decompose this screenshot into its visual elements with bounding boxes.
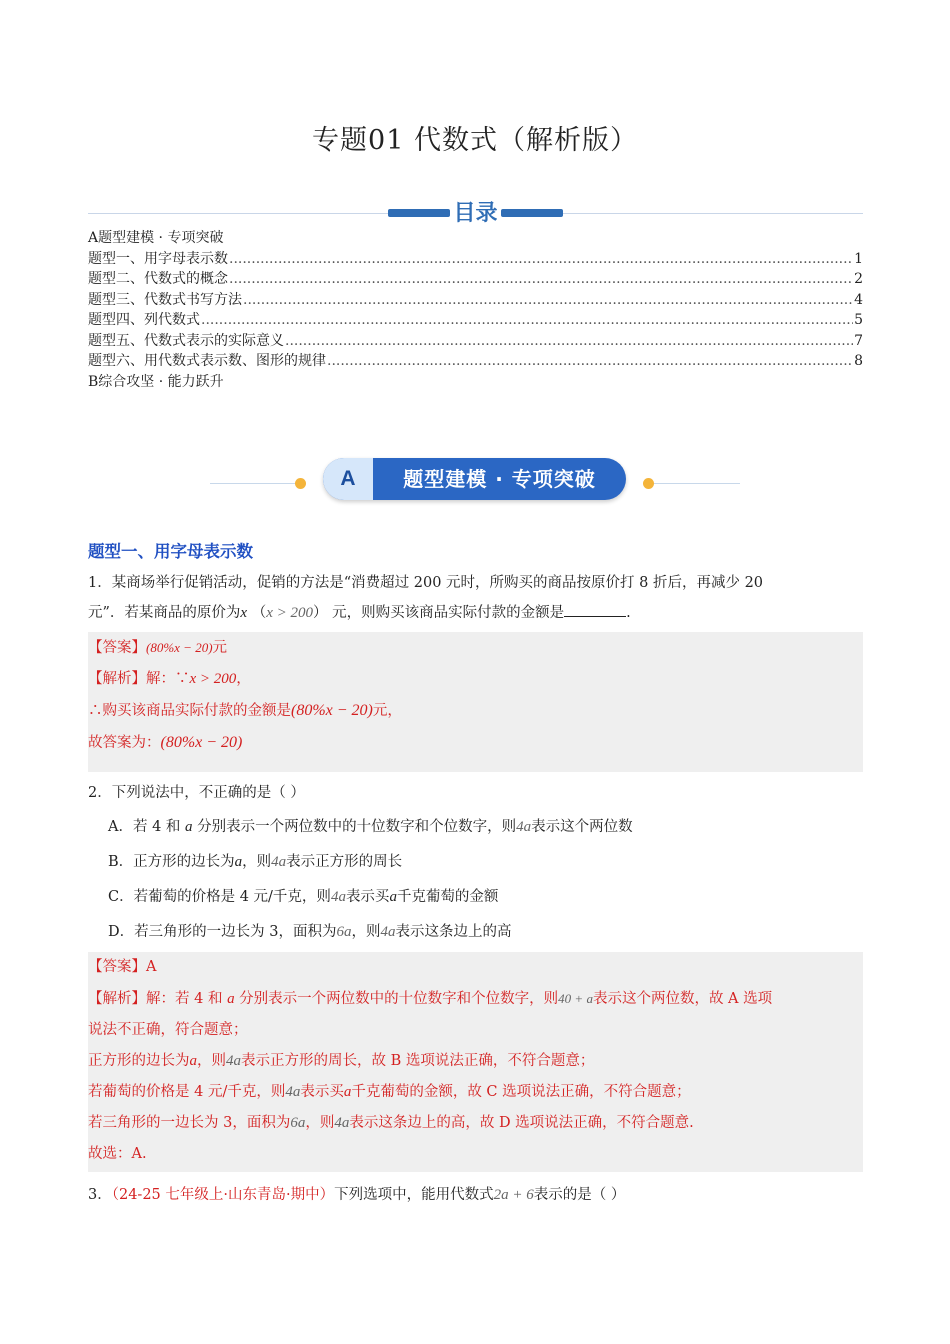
page-title: 专题01 代数式（解析版） [312, 125, 638, 156]
analysis-text: 若三角形的一边长为 3，面积为 [88, 1115, 291, 1131]
toc-entry-page: 4 [854, 291, 863, 308]
analysis-math: 6a [290, 1115, 306, 1131]
analysis-math: (80%x − 20) [291, 702, 373, 719]
table-of-contents [88, 228, 863, 392]
toc-entry-page: 8 [854, 353, 863, 369]
analysis-line: 故选：A. [88, 1146, 147, 1162]
analysis-text: ，则 [197, 1053, 226, 1069]
question-text: 表示的是（ ） [533, 1187, 626, 1203]
toc-entry-label: 题型二、代数式的概念 [88, 271, 228, 287]
analysis-var: a [227, 991, 235, 1007]
analysis-math: 4a [226, 1053, 241, 1069]
banner-line-left [210, 483, 295, 484]
analysis-text: ， [236, 671, 251, 687]
answer-blank [564, 604, 626, 617]
toc-leader [285, 331, 853, 352]
analysis-line [88, 983, 863, 1015]
analysis-text: 表示这个两位数，故 A 选项 [592, 991, 773, 1007]
q1-text: 元”．若某商品的原价为 [88, 605, 241, 621]
analysis-text: 故答案为： [88, 735, 161, 751]
analysis-line [88, 664, 863, 695]
question-text: 下列选项中，能用代数式 [334, 1187, 494, 1203]
option-math: 6a [336, 924, 352, 940]
answer-line [88, 952, 863, 983]
answer-expr: (80%x − 20) [146, 640, 213, 655]
analysis-text: 分别表示一个两位数中的十位数字和个位数字，则 [234, 991, 559, 1007]
option-a[interactable] [108, 812, 633, 842]
toc-leader [327, 351, 853, 372]
option-var: a [185, 819, 193, 835]
analysis-math: 4a [334, 1115, 350, 1131]
toc-entry[interactable] [88, 351, 863, 372]
analysis-text: 解：若 4 和 [146, 991, 228, 1007]
toc-part-b[interactable]: B综合攻坚 · 能力跃升 [88, 373, 224, 390]
toc-entry-page: 7 [854, 332, 863, 349]
toc-part-a[interactable]: A题型建模 · 专项突破 [88, 230, 224, 246]
section-banner [210, 456, 740, 504]
analysis-var: a [343, 1084, 352, 1100]
option-text: C．若葡萄的价格是 4 元/千克，则 [108, 889, 331, 905]
answer-label: 【答案】 [88, 640, 146, 656]
toc-entry[interactable] [88, 249, 863, 270]
question-1-line-1: 1．某商场举行促销活动，促销的方法是“消费超过 200 元时，所购买的商品按原价打 8 折后，再减少 20 [88, 575, 764, 591]
toc-entry-label: 题型四、列代数式 [88, 312, 200, 328]
answer-box-1 [88, 632, 863, 772]
banner-letter: A [323, 458, 373, 500]
toc-leader [229, 249, 853, 270]
option-text: 千克葡萄的金额 [396, 889, 499, 905]
q1-var: x [240, 605, 248, 621]
option-c[interactable] [108, 882, 498, 912]
option-math: 4a [380, 924, 396, 940]
option-text: ，则 [351, 924, 381, 940]
analysis-line [88, 1077, 863, 1108]
banner-text: 题型建模 · 专项突破 [403, 467, 596, 491]
toc-heading: 目录 [453, 200, 498, 226]
option-var: a [389, 889, 397, 905]
question-1 [88, 568, 863, 628]
option-text: A．若 4 和 [108, 819, 186, 835]
analysis-text: 千克葡萄的金额，故 C 选项说法正确，不符合题意； [351, 1084, 691, 1100]
analysis-text: 正方形的边长为 [88, 1053, 190, 1069]
banner-dot-left [295, 478, 306, 489]
option-d[interactable] [108, 917, 511, 947]
option-text: 表示这条边上的高 [395, 924, 512, 940]
analysis-text: 元， [372, 703, 402, 719]
option-var: a [234, 854, 243, 870]
analysis-label: 【解析】 [88, 991, 146, 1007]
analysis-var: a [189, 1053, 197, 1069]
option-math: 4a [330, 889, 346, 905]
analysis-text: ，则 [305, 1115, 335, 1131]
question-2-stem: 2．下列说法中，不正确的是（ ） [88, 785, 305, 801]
option-math: 4a [516, 819, 532, 835]
toc-leader [201, 310, 853, 331]
analysis-line [88, 1108, 863, 1139]
question-3 [88, 1180, 863, 1210]
option-text: ，则 [242, 854, 272, 870]
option-math: 4a [271, 854, 287, 870]
analysis-line: 说法不正确，符合题意； [88, 1022, 248, 1038]
question-number: 3． [88, 1187, 112, 1203]
analysis-text: ∴购买该商品实际付款的金额是 [88, 703, 291, 719]
option-text: D．若三角形的一边长为 3，面积为 [108, 924, 337, 940]
toc-entry-page: 5 [854, 312, 863, 328]
answer-label: 【答案】 [88, 959, 146, 975]
option-b[interactable] [108, 847, 402, 877]
analysis-math: 4a [285, 1084, 301, 1100]
analysis-line [88, 727, 863, 759]
analysis-text: 表示买 [300, 1084, 344, 1100]
analysis-math: (80%x − 20) [160, 734, 243, 751]
q1-condition: x > 200 [266, 605, 313, 621]
toc-entry[interactable] [88, 269, 863, 290]
analysis-text: 表示这条边上的高，故 D 选项说法正确，不符合题意. [349, 1115, 694, 1131]
analysis-label: 【解析】 [88, 671, 146, 687]
analysis-text: 表示正方形的周长，故 B 选项说法正确，不符合题意； [241, 1053, 595, 1069]
answer-unit: 元 [212, 640, 228, 656]
option-text: 分别表示一个两位数中的十位数字和个位数字，则 [192, 819, 517, 835]
toc-entry-label: 题型五、代数式表示的实际意义 [88, 332, 284, 349]
answer-value: A [146, 959, 157, 975]
answer-box-2 [88, 952, 863, 1172]
option-text: 表示这个两位数 [531, 819, 633, 835]
toc-entry-page: 1 [854, 250, 863, 267]
question-math: 2a + 6 [493, 1187, 534, 1203]
option-text: 表示正方形的周长 [286, 854, 403, 870]
banner-dot-right [643, 478, 654, 489]
analysis-math: x > 200 [189, 671, 237, 687]
toc-entry[interactable] [88, 290, 863, 311]
question-1-line-2: 元”．若某商品的原价为x （x > 200） 元，则购买该商品实际付款的金额是 . [88, 605, 631, 621]
banner-line-right [654, 483, 740, 484]
toc-leader [229, 269, 853, 290]
answer-line [88, 632, 863, 664]
option-text: B．正方形的边长为 [108, 854, 235, 870]
toc-entry-label: 题型六、用代数式表示数、图形的规律 [88, 353, 326, 369]
analysis-text: 解：∵ [146, 671, 190, 687]
toc-entry[interactable] [88, 310, 863, 331]
analysis-math: 40 + a [558, 991, 593, 1006]
analysis-text: 若葡萄的价格是 4 元/千克，则 [88, 1084, 286, 1100]
toc-leader [243, 290, 853, 311]
analysis-line [88, 695, 863, 727]
toc-header [88, 196, 863, 230]
toc-entry-label: 题型一、用字母表示数 [88, 250, 228, 267]
toc-entry-page: 2 [854, 271, 863, 287]
q1-text: 元，则购买该商品实际付款的金额是 [332, 605, 565, 621]
section-title: 题型一、用字母表示数 [88, 542, 253, 561]
question-source: （24-25 七年级上·山东青岛·期中） [111, 1187, 335, 1203]
analysis-line [88, 1046, 863, 1077]
banner-pill [323, 458, 626, 500]
toc-entry-label: 题型三、代数式书写方法 [88, 291, 242, 308]
option-text: 表示买 [345, 889, 390, 905]
toc-entry[interactable] [88, 331, 863, 352]
